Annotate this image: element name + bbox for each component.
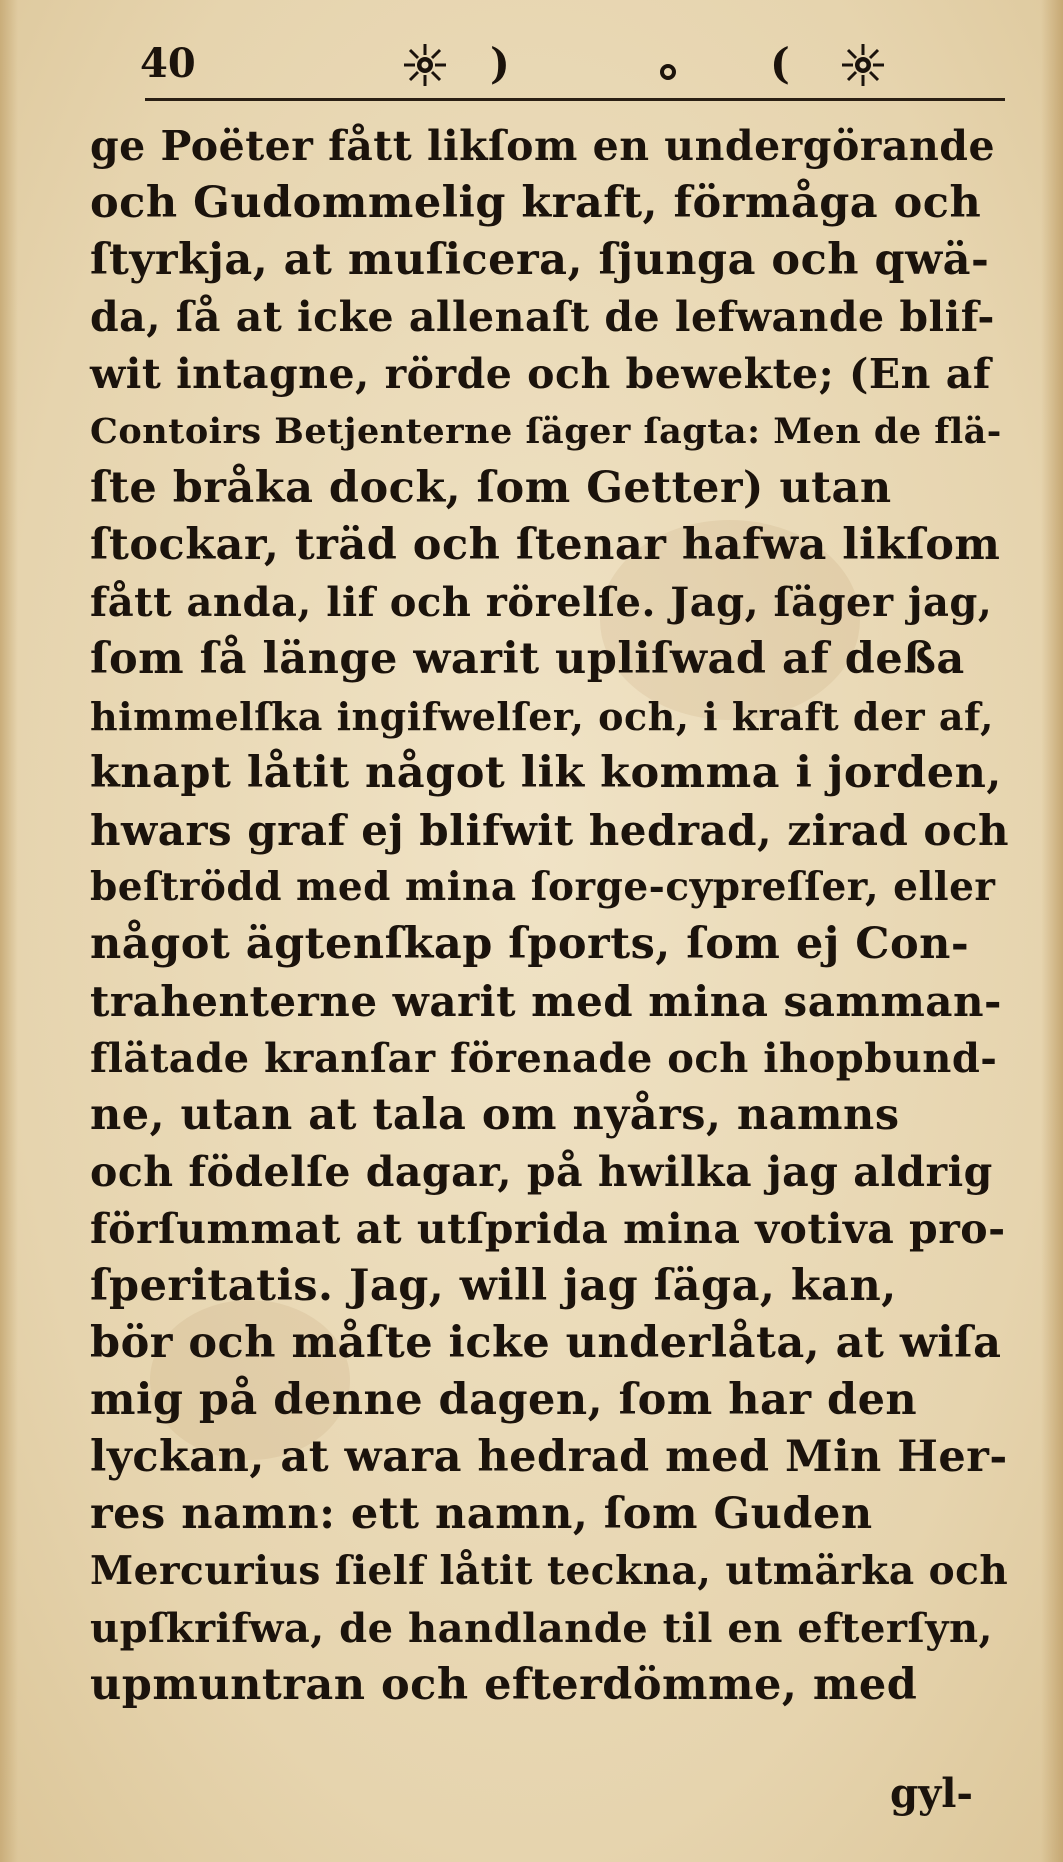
text-line: res namn: ett namn, ſom Guden xyxy=(90,1489,873,1539)
text-line: flätade kranſar förenade och ihopbund- xyxy=(90,1035,998,1082)
header-dot-icon xyxy=(660,64,676,80)
text-line: wit intagne, rörde och bewekte; (En af xyxy=(90,350,991,398)
page-edge-right xyxy=(1041,0,1063,1862)
catchword: gyl- xyxy=(890,1770,974,1817)
text-line: fått anda, lif och rörelſe. Jag, ſäger jag, xyxy=(90,579,993,626)
text-line: ſom ſå länge warit upliſwad af deßa xyxy=(90,634,965,684)
rosette-ornament-icon xyxy=(840,42,886,88)
text-line: ge Poëter fått likſom en undergörande xyxy=(90,122,996,170)
text-line: mig på denne dagen, ſom har den xyxy=(90,1375,918,1425)
text-line: upmuntran och efterdömme, med xyxy=(90,1660,918,1710)
page-number: 40 xyxy=(140,40,196,87)
text-line: och födelſe dagar, på hwilka jag aldrig xyxy=(90,1148,993,1196)
header-paren-open: ( xyxy=(770,39,790,88)
text-line: förſummat at utſprida mina votiva pro- xyxy=(90,1205,1006,1253)
text-line: Mercurius ſielf låtit teckna, utmärka och xyxy=(90,1548,1009,1594)
text-line: och Gudommelig kraft, förmåga och xyxy=(90,178,982,228)
text-line: Contoirs Betjenterne ſäger ſagta: Men de flä- xyxy=(90,411,1002,452)
text-line: ne, utan at tala om nyårs, namns xyxy=(90,1090,900,1140)
header-rule xyxy=(145,98,1005,101)
text-line: ſte bråka dock, ſom Getter) utan xyxy=(90,463,892,513)
text-line: ſtyrkja, at muſicera, ſjunga och qwä- xyxy=(90,235,990,285)
text-line: himmelſka ingifwelſer, och, i kraft der af, xyxy=(90,694,994,739)
text-line: upſkrifwa, de handlande til en efterſyn, xyxy=(90,1605,993,1652)
text-line: ſperitatis. Jag, will jag ſäga, kan, xyxy=(90,1261,897,1311)
text-line: lyckan, at wara hedrad med Min Her- xyxy=(90,1432,1008,1482)
text-line: ſtockar, träd och ſtenar hafwa likſom xyxy=(90,520,1001,570)
text-line: bör och måſte icke underlåta, at wiſa xyxy=(90,1318,1002,1368)
text-line: knapt låtit något lik komma i jorden, xyxy=(90,748,1002,798)
header-paren-close: ) xyxy=(490,39,510,88)
text-line: hwars graf ej blifwit hedrad, zirad och xyxy=(90,806,1010,855)
text-line: da, ſå at icke allenaſt de lefwande blif- xyxy=(90,293,995,341)
rosette-ornament-icon xyxy=(402,42,448,88)
page-edge-left xyxy=(0,0,18,1862)
text-line: något ägtenſkap ſports, ſom ej Con- xyxy=(90,919,970,969)
body-text xyxy=(90,118,1010,1714)
text-line: trahenterne warit med mina samman- xyxy=(90,977,1002,1026)
text-line: beſtrödd med mina ſorge-cypreſſer, eller xyxy=(90,864,996,910)
